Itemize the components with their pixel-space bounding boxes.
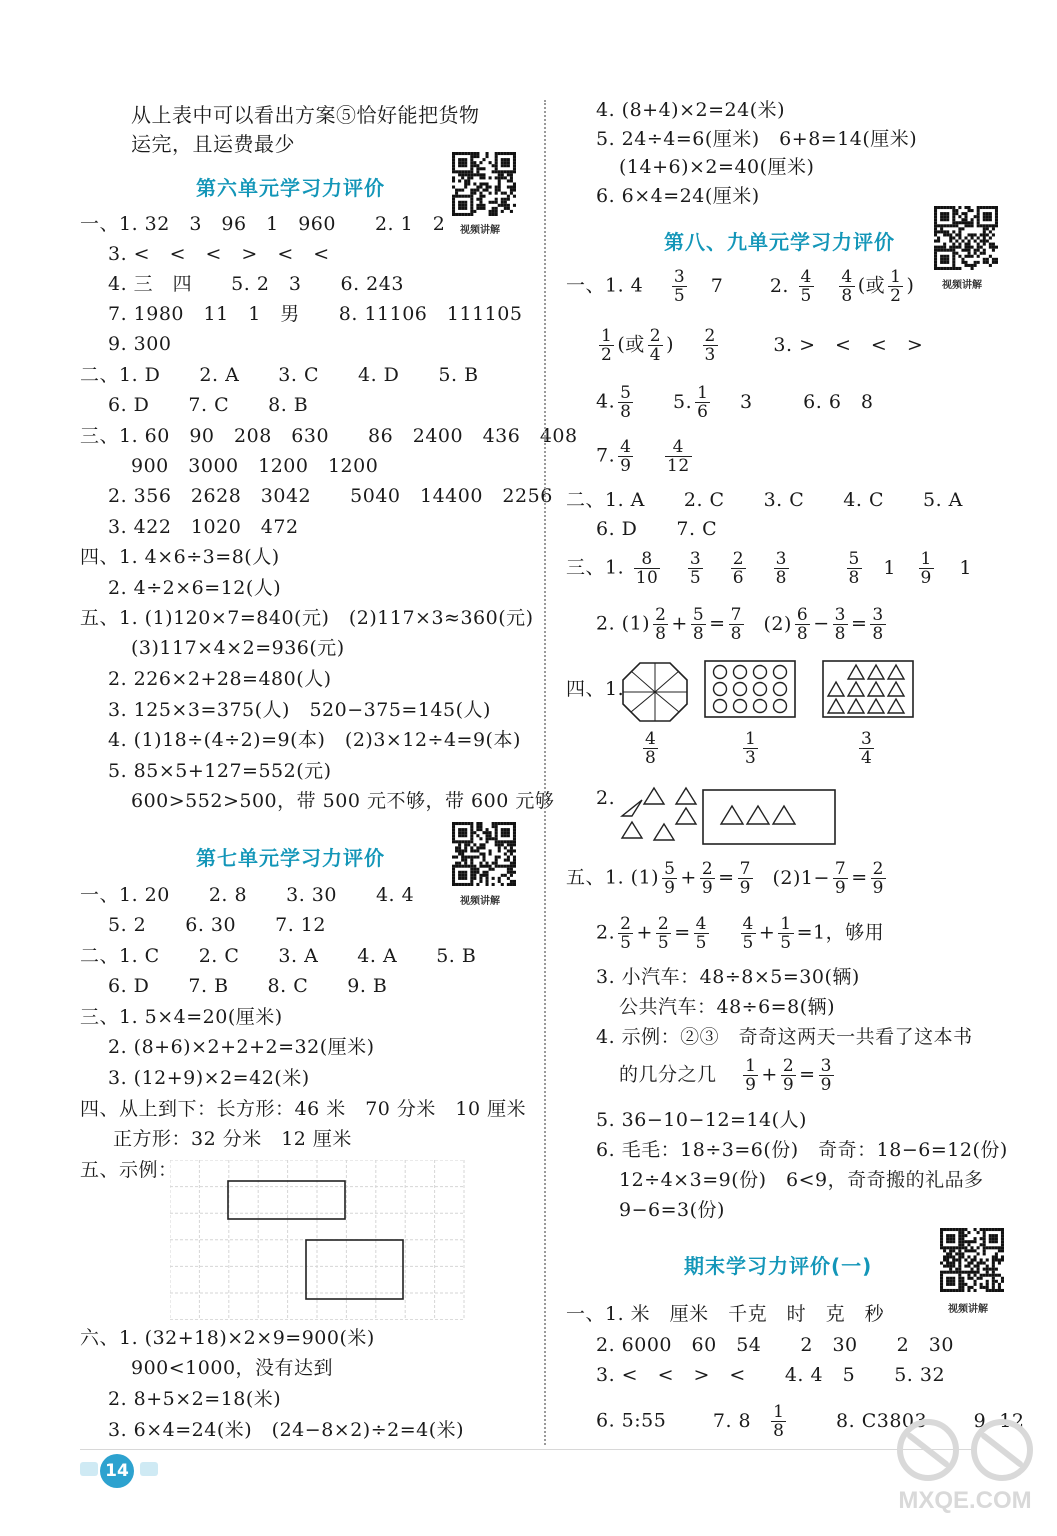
fraction: $\frac{5}{8}$ <box>620 383 632 422</box>
unit6-title: 第六单元学习力评价 <box>196 176 385 200</box>
fraction: $\frac{2}{9}$ <box>872 859 884 898</box>
fraction: $\frac{1}{8}$ <box>773 1402 785 1441</box>
fraction: $\frac{2}{9}$ <box>782 1056 795 1095</box>
u6-line: 3. 422 1020 472 <box>108 516 299 538</box>
u6-line: 2. 356 2628 3042 5040 14400 2256 <box>108 485 553 507</box>
fraction: $\frac{6}{8}$ <box>796 605 809 644</box>
qr-caption: 视频讲解 <box>948 1304 988 1315</box>
fraction: $\frac{2}{5}$ <box>657 914 670 953</box>
u7-line: 5. 2 6. 30 7. 12 <box>108 914 326 936</box>
u89-row17: 5. 36−10−12=14(人) <box>596 1109 807 1131</box>
u89-row13: 3. 小汽车：48÷8×5=30(辆) <box>596 966 860 988</box>
u6-line: 5. 85×5+127=552(元) <box>108 760 332 782</box>
fraction: $\frac{8}{10}$ <box>635 549 659 588</box>
u6-line: 4. (1)18÷(4÷2)=9(本) (2)3×12÷4=9(本) <box>108 729 521 751</box>
qr-caption: 视频讲解 <box>942 280 982 291</box>
u89-row4: 7. $\frac{4}{9}$ $\frac{4}{12}$ <box>596 437 690 476</box>
u6-line: 五、1. (1)120×7=840(元) (2)117×3≈360(元) <box>80 607 534 629</box>
r-line: 6. 6×4=24(厘米) <box>596 185 760 207</box>
fraction: $\frac{1}{9}$ <box>745 1056 757 1095</box>
fraction: $\frac{3}{9}$ <box>820 1056 832 1095</box>
u89-row11: 五、1. (1) $\frac{5}{9}$ + $\frac{2}{9}$ = $\frac{7}{9}$ (2)1− $\frac{7}{9}$ = $\frac{2}{9}$ <box>566 859 884 898</box>
u7-line: 正方形：32 分米 12 厘米 <box>113 1128 352 1150</box>
u89-row18: 6. 毛毛：18÷3=6(份) 奇奇：18−6=12(份) <box>596 1139 1008 1161</box>
u89-row3: 4. $\frac{5}{8}$ 5. $\frac{1}{6}$ 3 6. 6 8 <box>596 383 874 422</box>
u7-line: 二、1. C 2. C 3. A 4. A 5. B <box>80 945 477 967</box>
fraction: $\frac{7}{9}$ <box>834 859 847 898</box>
unit89-title: 第八、九单元学习力评价 <box>664 230 895 254</box>
fig-fraction <box>856 730 877 767</box>
octagon-figure <box>620 660 690 724</box>
u89-row15: 4. 示例：②③ 奇奇这两天一共看了这本书 <box>596 1026 973 1048</box>
u7-line: 3. (12+9)×2=42(米) <box>108 1067 310 1089</box>
fig-fraction <box>640 730 661 767</box>
u7-line: 六、1. (32+18)×2×9=900(米) <box>80 1327 375 1349</box>
u7-line: 五、示例： <box>80 1159 178 1181</box>
u6-line: 3. < < < > < < <box>108 243 330 265</box>
u7-line: 一、1. 20 2. 8 3. 30 4. 4 <box>80 884 415 906</box>
final-row2: 2. 6000 60 54 2 30 2 30 <box>596 1334 954 1356</box>
fraction: $\frac{3}{5}$ <box>673 267 686 306</box>
u6-line: 900 3000 1200 1200 <box>131 455 379 477</box>
fraction: $\frac{1}{6}$ <box>697 383 709 422</box>
fraction: $\frac{1}{9}$ <box>920 549 932 588</box>
triangles-figure <box>822 660 914 718</box>
u6-line: (3)117×4×2=936(元) <box>131 637 345 659</box>
footer-rule <box>80 1449 977 1450</box>
u89-row19: 12÷4×3=9(份) 6<9，奇奇搬的礼品多 <box>619 1169 984 1191</box>
fraction: $\frac{3}{4}$ <box>861 729 873 768</box>
fraction: $\frac{2}{6}$ <box>732 549 745 588</box>
r-line: 4. (8+4)×2=24(米) <box>596 99 786 121</box>
u6-line: 4. 三 四 5. 2 3 6. 243 <box>108 273 404 295</box>
fraction: $\frac{3}{8}$ <box>834 605 846 644</box>
fraction: $\frac{4}{12}$ <box>667 437 690 476</box>
u7-line: 2. (8+6)×2+2+2=32(厘米) <box>108 1036 375 1058</box>
intro-line-1: 从上表中可以看出方案⑤恰好能把货物 <box>131 103 480 127</box>
fraction: $\frac{1}{3}$ <box>745 729 757 768</box>
column-divider <box>544 100 546 1445</box>
fraction: $\frac{3}{5}$ <box>689 549 702 588</box>
fraction: $\frac{4}{5}$ <box>800 267 812 306</box>
u89-row20: 9−6=3(份) <box>619 1199 725 1221</box>
u7-line: 3. 6×4=24(米) (24−8×2)÷2=4(米) <box>108 1419 465 1441</box>
u89-row6: 6. D 7. C <box>596 518 718 540</box>
unit7-title: 第七单元学习力评价 <box>196 846 385 870</box>
u6-line: 二、1. D 2. A 3. C 4. D 5. B <box>80 364 479 386</box>
u6-line: 2. 226×2+28=480(人) <box>108 668 332 690</box>
u89-row2: $\frac{1}{2}$ (或 $\frac{2}{4}$ ) $\frac{2}{3}$ 3. > < < > <box>601 326 924 365</box>
fraction: $\frac{1}{2}$ <box>890 267 902 306</box>
u89-row8: 2. (1) $\frac{2}{8}$ + $\frac{5}{8}$ = $\frac{7}{8}$ (2) $\frac{6}{8}$ − $\frac{3}{8}$ = $\frac{3}{8}$ <box>596 605 884 644</box>
qr-caption: 视频讲解 <box>460 896 500 907</box>
u6-line: 2. 4÷2×6=12(人) <box>108 577 282 599</box>
circles-figure <box>704 660 796 718</box>
u89-row9: 四、1. <box>566 678 625 700</box>
u6-line: 四、1. 4×6÷3=8(人) <box>80 546 280 568</box>
fraction: $\frac{4}{5}$ <box>695 914 707 953</box>
square-shape <box>306 1240 403 1299</box>
qr-code-icon <box>934 206 998 270</box>
u6-line: 6. D 7. C 8. B <box>108 394 309 416</box>
u89-row14: 公共汽车：48÷6=8(辆) <box>619 996 836 1018</box>
u89-row1: 一、1. 4 $\frac{3}{5}$ 7 2. $\frac{4}{5}$ $\frac{4}{8}$ (或 $\frac{1}{2}$ ) <box>566 267 915 306</box>
fraction: $\frac{5}{8}$ <box>848 549 860 588</box>
r-line: 5. 24÷4=6(厘米) 6+8=14(厘米) <box>596 128 918 150</box>
fraction: $\frac{3}{8}$ <box>775 549 787 588</box>
final-row3: 3. < < > < 4. 4 5 5. 32 <box>596 1364 946 1386</box>
fraction: $\frac{1}{2}$ <box>601 326 613 365</box>
fraction: $\frac{2}{5}$ <box>620 914 632 953</box>
u6-line: 7. 1980 11 1 男 8. 11106 111105 <box>108 303 523 325</box>
fraction: $\frac{7}{8}$ <box>730 605 742 644</box>
fraction: $\frac{4}{8}$ <box>841 267 853 306</box>
fraction: $\frac{5}{9}$ <box>664 859 676 898</box>
u89-row16: 的几分之几 $\frac{1}{9}$ + $\frac{2}{9}$ = $\frac{3}{9}$ <box>619 1056 832 1095</box>
u7-line: 三、1. 5×4=20(厘米) <box>80 1006 283 1028</box>
qr-code-icon <box>940 1228 1004 1292</box>
fraction: $\frac{2}{3}$ <box>704 326 716 365</box>
u6-line: 三、1. 60 90 208 630 86 2400 436 408 <box>80 425 578 447</box>
qr-code-icon <box>452 822 516 886</box>
fraction: $\frac{3}{8}$ <box>872 605 884 644</box>
page-deco-left <box>80 1462 98 1476</box>
u7-line: 2. 8+5×2=18(米) <box>108 1388 282 1410</box>
fraction: $\frac{4}{5}$ <box>742 914 754 953</box>
qr-code-icon <box>452 152 516 216</box>
u89-row7: 三、1. $\frac{8}{10}$ $\frac{3}{5}$ $\frac{2}{6}$ $\frac{3}{8}$ $\frac{5}{8}$ 1 $\frac{1}{9}$ 1 <box>566 549 972 588</box>
u6-line: 3. 125×3=375(人) 520−375=145(人) <box>108 699 491 721</box>
final-row1: 一、1. 米 厘米 千克 时 克 秒 <box>566 1303 885 1325</box>
u7-line: 6. D 7. B 8. C 9. B <box>108 975 388 997</box>
u89-row5: 二、1. A 2. C 3. C 4. C 5. A <box>566 489 963 511</box>
fraction: $\frac{2}{9}$ <box>701 859 714 898</box>
svg-text:MXQE.COM: MXQE.COM <box>898 1487 1032 1514</box>
fraction: $\frac{7}{9}$ <box>739 859 751 898</box>
fraction: $\frac{1}{5}$ <box>780 914 792 953</box>
u89-row10: 2. <box>596 787 616 809</box>
fraction: $\frac{2}{8}$ <box>655 605 667 644</box>
triangles-answer <box>620 784 840 850</box>
r-line: (14+6)×2=40(厘米) <box>619 156 815 178</box>
fraction: $\frac{5}{8}$ <box>692 605 705 644</box>
final-title: 期末学习力评价(一) <box>684 1254 873 1278</box>
page-deco-right <box>140 1462 158 1476</box>
u7-line: 四、从上到下：长方形：46 米 70 分米 10 厘米 <box>80 1098 527 1120</box>
qr-caption: 视频讲解 <box>460 225 500 236</box>
grid-drawing <box>170 1160 465 1320</box>
fraction: $\frac{2}{4}$ <box>649 326 662 365</box>
fraction: $\frac{4}{9}$ <box>620 437 632 476</box>
u6-line: 9. 300 <box>108 333 172 355</box>
u6-line: 600>552>500，带 500 元不够，带 600 元够 <box>131 790 555 812</box>
intro-line-2: 运完，且运费最少 <box>131 132 295 156</box>
final-row4: 6. 5:55 7. 8 $\frac{1}{8}$ 8. C3803 9. 12 <box>596 1402 1025 1441</box>
watermark-logo <box>890 1412 1040 1522</box>
page-number: 14 <box>100 1454 134 1488</box>
fig-fraction <box>740 730 761 767</box>
u89-row12: 2. $\frac{2}{5}$ + $\frac{2}{5}$ = $\frac{4}{5}$ $\frac{4}{5}$ + $\frac{1}{5}$ =1，够用 <box>596 914 885 953</box>
u7-line: 900<1000，没有达到 <box>131 1357 334 1379</box>
fraction: $\frac{4}{8}$ <box>645 729 657 768</box>
u6-line: 一、1. 32 3 96 1 960 2. 1 2 <box>80 213 446 235</box>
